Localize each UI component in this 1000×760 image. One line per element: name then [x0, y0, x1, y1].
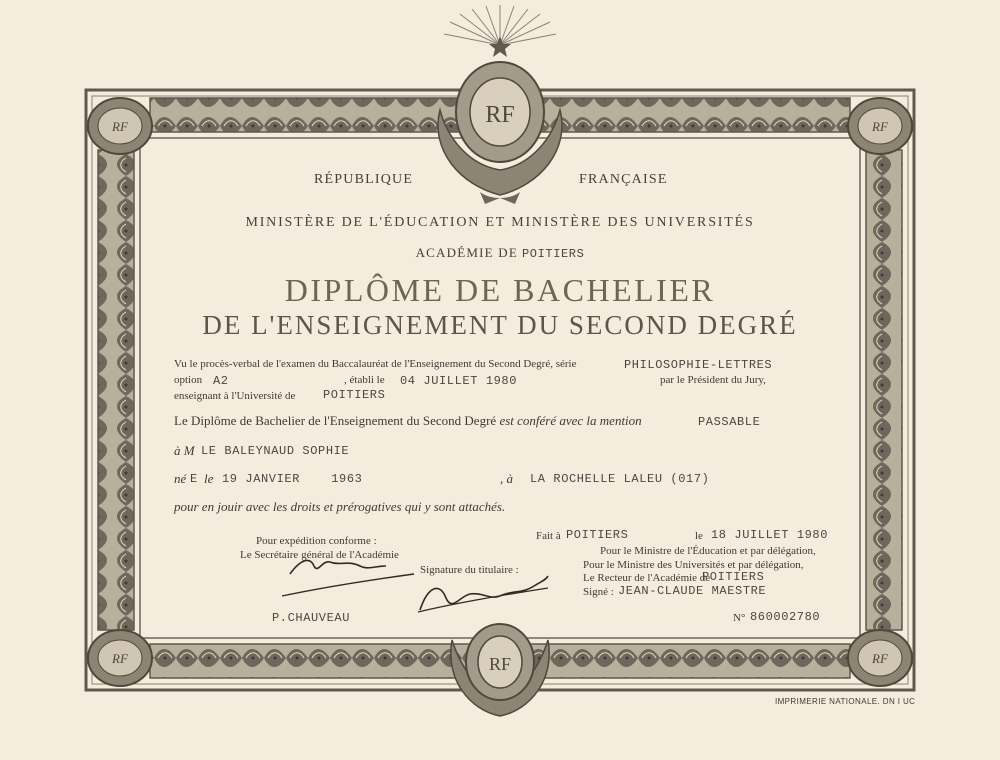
serie-value: PHILOSOPHIE-LETTRES	[624, 358, 773, 372]
confere-line	[174, 413, 642, 429]
secretaire-name: P.CHAUVEAU	[272, 611, 351, 625]
a-birth-label: , à	[500, 471, 513, 486]
emblem-monogram: RF	[485, 102, 515, 128]
ministere-heading: MINISTÈRE DE L'ÉDUCATION ET MINISTÈRE DES UNIVERSITÉS	[245, 215, 755, 230]
secretaire-text: Le Secrétaire général de l'Académie	[240, 549, 399, 561]
vu-text: Vu le procès-verbal de l'examen du Baccalauréat de l'Enseignement du Second Degré, série	[174, 358, 577, 370]
imprimerie-footer: IMPRIMERIE NATIONALE. DN I UC	[775, 697, 916, 706]
ministre-education-line: Pour le Ministre de l'Éducation et par délégation,	[600, 545, 816, 557]
recteur-academie: POITIERS	[702, 570, 765, 584]
a-label: à M	[174, 443, 195, 458]
option-label: option	[174, 374, 203, 386]
diploma-title-line2: DE L'ENSEIGNEMENT DU SECOND DEGRÉ	[202, 310, 798, 340]
corner-medallion-bottom-left	[88, 630, 152, 686]
ne-label: né	[174, 471, 187, 486]
svg-text:RF: RF	[488, 654, 512, 674]
signe-label: Signé :	[583, 586, 614, 598]
corner-medallion-bottom-right	[848, 630, 912, 686]
fait-place: POITIERS	[566, 528, 629, 542]
svg-text:RF: RF	[872, 119, 888, 134]
svg-text:RF: RF	[112, 651, 128, 666]
svg-text:RF: RF	[112, 119, 128, 134]
fait-label: Fait à	[536, 530, 561, 542]
fait-le-label: le	[695, 530, 703, 542]
numero-value: 860002780	[750, 610, 821, 624]
enseignant-text: enseignant à l'Université de	[174, 390, 296, 402]
birth-date: 19 JANVIER 1963	[222, 472, 363, 486]
le-label: le	[204, 471, 214, 486]
ministre-universites-line: Pour le Ministre des Universités et par délégation,	[583, 559, 804, 571]
etabli-label: , établi le	[344, 374, 385, 386]
universite-value: POITIERS	[323, 388, 386, 402]
expedition-text: Pour expédition conforme :	[256, 535, 377, 547]
ne-suffix: E	[190, 472, 198, 486]
jouir-text: pour en jouir avec les droits et prérogatives qui y sont attachés.	[174, 499, 506, 514]
svg-text:RF: RF	[872, 651, 888, 666]
fait-date: 18 JUILLET 1980	[711, 528, 829, 542]
signature-titulaire-label: Signature du titulaire :	[420, 564, 519, 576]
etabli-date: 04 JUILLET 1980	[400, 374, 518, 388]
president-text: par le Président du Jury,	[660, 374, 766, 386]
francaise-label: FRANÇAISE	[579, 172, 668, 187]
recipient-name: LE BALEYNAUD SOPHIE	[201, 444, 350, 458]
academie-value: POITIERS	[521, 247, 585, 261]
numero-label: N°	[733, 612, 746, 624]
recteur-line: Le Recteur de l'Académie de	[583, 572, 711, 584]
birth-place: LA ROCHELLE LALEU (017)	[530, 472, 710, 486]
corner-medallion-top-right	[848, 98, 912, 154]
diploma-title-line1: DIPLÔME DE BACHELIER	[284, 272, 716, 308]
confere-text: Le Diplôme de Bachelier de l'Enseignement du Second Degré	[174, 413, 497, 428]
mention-value: PASSABLE	[698, 415, 761, 429]
option-value: A2	[213, 374, 229, 388]
academie-label: ACADÉMIE DE	[415, 245, 518, 260]
signe-name: JEAN-CLAUDE MAESTRE	[618, 584, 767, 598]
corner-medallion-top-left	[88, 98, 152, 154]
academie-line	[0, 244, 1000, 262]
confere-italic: est conféré avec la mention	[499, 413, 642, 428]
republique-label: RÉPUBLIQUE	[314, 172, 414, 187]
